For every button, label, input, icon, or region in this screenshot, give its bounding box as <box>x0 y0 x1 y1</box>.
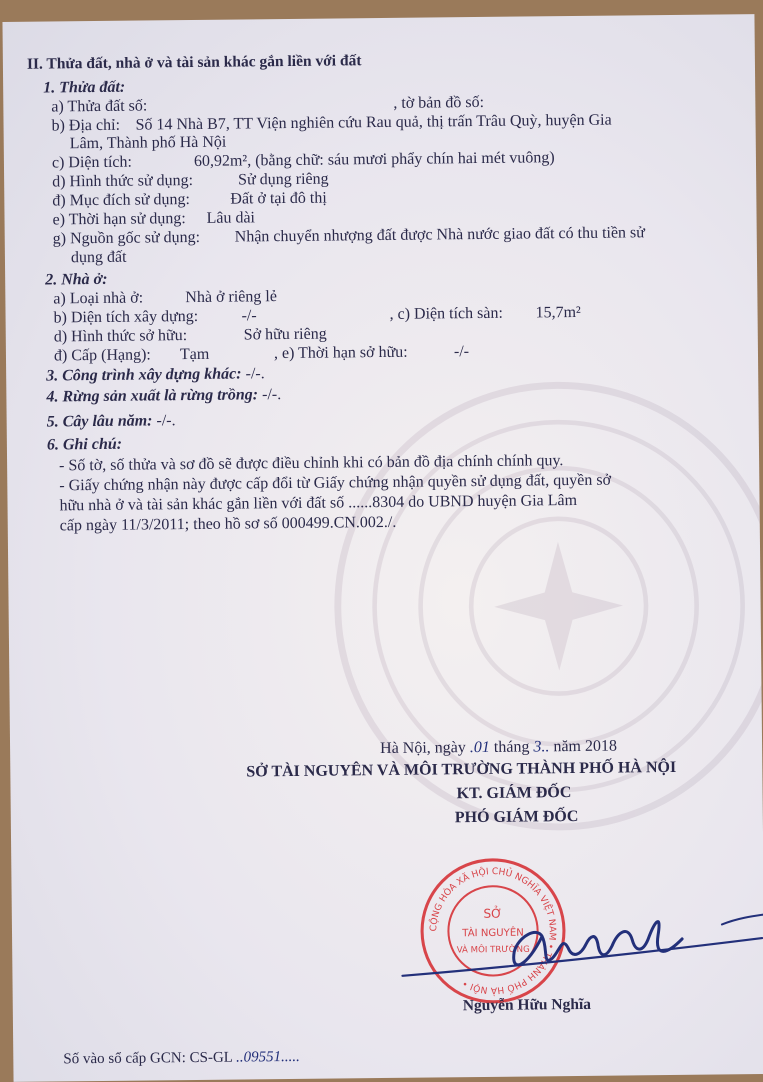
forest-label: 4. Rừng sản xuất là rừng trồng: <box>46 386 259 406</box>
certificate-page <box>2 14 763 1082</box>
other-works-row <box>46 365 265 385</box>
floor-area-label: , c) Diện tích sàn: <box>389 304 503 323</box>
seal-center-line-3: VÀ MÔI TRƯỜNG <box>456 944 530 956</box>
month-label: tháng <box>493 738 530 756</box>
on-behalf-title: KT. GIÁM ĐỐC <box>456 784 572 803</box>
address-value-line-2: Lâm, Thành phố Hà Nội <box>69 133 227 153</box>
build-area-label: b) Diện tích xây dựng: <box>53 307 199 327</box>
parcel-no-label: a) Thửa đất số: <box>51 97 148 116</box>
note-2-line-1: - Giấy chứng nhận này được cấp đổi từ Giấy chứng nhận quyền sử dụng đất, quyền sở <box>59 471 612 495</box>
origin-value-line-1: Nhận chuyển nhượng đất được Nhà nước giao đất có thu tiền sử <box>234 224 646 246</box>
agency-name: SỞ TÀI NGUYÊN VÀ MÔI TRƯỜNG THÀNH PHỐ HÀ NỘI <box>246 758 677 781</box>
notes-title: 6. Ghi chú: <box>46 435 123 454</box>
house-type-label: a) Loại nhà ở: <box>53 289 144 308</box>
house-title: 2. Nhà ở: <box>45 270 108 289</box>
own-form-value: Sở hữu riêng <box>243 325 327 344</box>
perennial-label: 5. Cây lâu năm: <box>46 412 153 431</box>
signer-name: Nguyễn Hữu Nghĩa <box>462 995 592 1015</box>
address-label: b) Địa chỉ: <box>51 116 121 135</box>
note-2-line-2: hữu nhà ở và tài sản khác gắn liền với đất số ......8304 do UBND huyện Gia Lâm <box>59 491 578 515</box>
note-1: - Số tờ, số thửa và sơ đồ sẽ được điều chỉnh khi có bản đồ địa chính chính quy. <box>59 452 564 475</box>
origin-value-line-2: dụng đất <box>70 248 127 267</box>
year-label: năm 2018 <box>553 737 618 756</box>
grade-value: Tạm <box>179 345 210 364</box>
section-heading: II. Thửa đất, nhà ở và tài sản khác gắn liền với đất <box>26 52 362 73</box>
area-value: 60,92m², (bằng chữ: sáu mươi phẩy chín hai mét vuông) <box>193 149 555 170</box>
note-2-line-3: cấp ngày 11/3/2011; theo hồ sơ số 000499.CN.002./. <box>59 513 397 535</box>
build-area-value: -/- <box>241 307 257 325</box>
handwritten-signature-icon <box>392 894 763 988</box>
position-title: PHÓ GIÁM ĐỐC <box>454 807 579 827</box>
registry-value: ..09551..... <box>236 1048 300 1066</box>
own-form-label: d) Hình thức sở hữu: <box>53 327 188 346</box>
use-form-label: d) Hình thức sử dụng: <box>52 171 194 191</box>
house-type-value: Nhà ở riêng lẻ <box>185 288 277 307</box>
purpose-value: Đất ở tại đô thị <box>230 189 327 208</box>
registry-label: Số vào sổ cấp GCN: CS-GL <box>63 1049 233 1068</box>
term-label: e) Thời hạn sử dụng: <box>52 210 186 229</box>
date-month: 3.. <box>533 738 550 756</box>
perennial-value: -/-. <box>156 412 176 430</box>
signing-date <box>380 738 617 758</box>
address-value-line-1: Số 14 Nhà B7, TT Viện nghiên cứu Rau quả, thị trấn Trâu Quỳ, huyện Gia <box>135 111 612 134</box>
other-works-value: -/-. <box>245 365 265 383</box>
other-works-label: 3. Công trình xây dựng khác: <box>46 365 242 385</box>
purpose-label: đ) Mục đích sử dụng: <box>52 191 190 210</box>
forest-value: -/-. <box>261 386 282 404</box>
area-label: c) Diện tích: <box>51 153 133 172</box>
date-day: .01 <box>469 738 490 757</box>
perennial-row <box>47 412 176 431</box>
floor-area-value: 15,7m² <box>535 303 581 322</box>
grade-label: đ) Cấp (Hạng): <box>53 346 151 365</box>
term-value: Lâu dài <box>206 209 256 227</box>
seal-ring-text: CỘNG HÒA XÃ HỘI CHỦ NGHĨA VIỆT NAM • THÀNH PHỐ HÀ NỘI • <box>429 867 557 995</box>
own-term-label: , e) Thời hạn sở hữu: <box>273 343 408 363</box>
use-form-value: Sử dụng riêng <box>238 170 329 189</box>
map-sheet-label: , tờ bản đồ số: <box>393 93 485 112</box>
seal-center-line-2: TÀI NGUYÊN <box>462 927 524 940</box>
origin-label: g) Nguồn gốc sử dụng: <box>52 228 201 248</box>
registry-number-row <box>63 1049 300 1068</box>
seal-center-line-1: SỞ <box>483 906 503 921</box>
land-title: 1. Thửa đất: <box>43 78 126 97</box>
date-prefix: Hà Nội, ngày <box>380 739 466 758</box>
own-term-value: -/- <box>453 343 470 361</box>
forest-row <box>46 386 281 406</box>
